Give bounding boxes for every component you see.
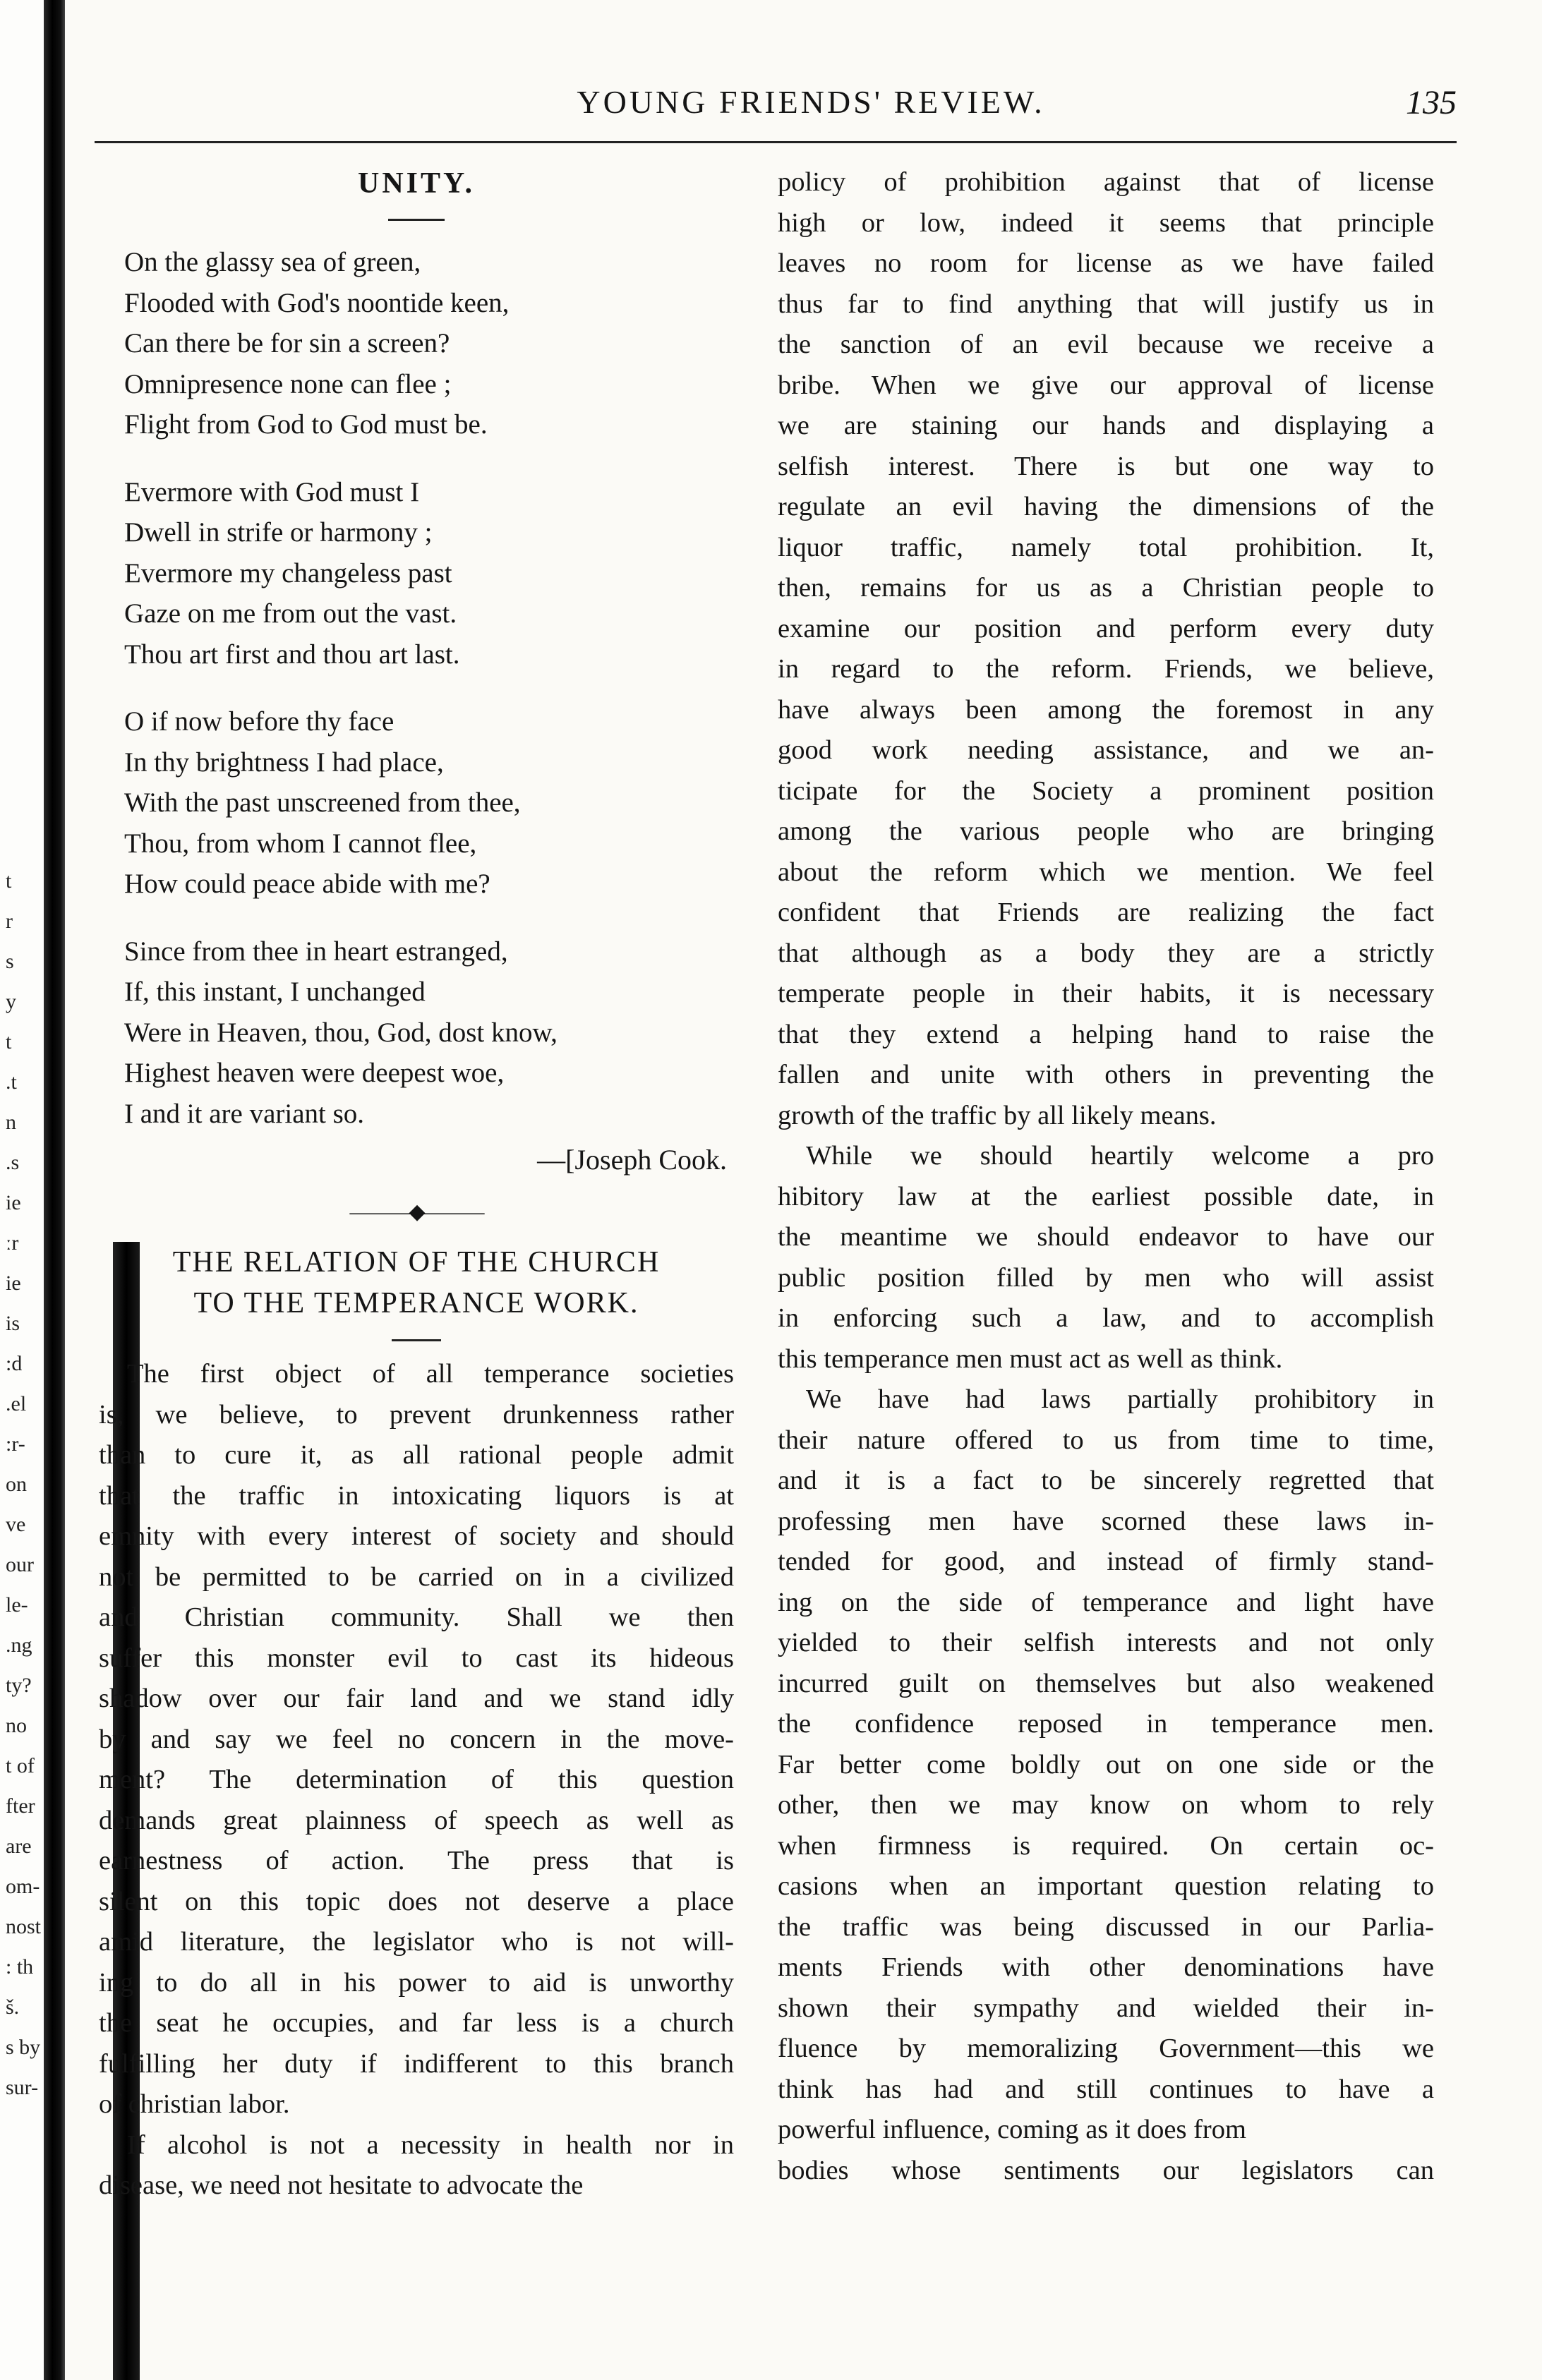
text-line: liquor traffic, namely total prohibition. It,: [778, 532, 1434, 562]
text-line: good work needing assistance, and we an-: [778, 735, 1434, 765]
text-line: hibitory law at the earliest possible date, in: [778, 1181, 1434, 1212]
text-line: silent on this topic does not deserve a place: [99, 1886, 734, 1916]
text-line: suffer this monster evil to cast its hideous: [99, 1643, 734, 1673]
text-line: think has had and still continues to have a: [778, 2074, 1434, 2104]
margin-fragment: .s: [6, 1151, 20, 1174]
margin-fragment: š.: [6, 1995, 20, 2019]
text-line: the confidence reposed in temperance men.: [778, 1709, 1434, 1739]
text-line: ing on the side of temperance and light have: [778, 1587, 1434, 1617]
text-line: fallen and unite with others in preventing the: [778, 1060, 1434, 1089]
text-line: bodies whose sentiments our legislators can: [778, 2155, 1434, 2185]
poem-stanza: [124, 701, 734, 905]
margin-fragment: .t: [6, 1070, 17, 1094]
text-line: bribe. When we give our approval of license: [778, 370, 1434, 400]
text-line: this temperance men must act as well as think.: [778, 1343, 1283, 1374]
poem-line: On the glassy sea of green,: [124, 247, 421, 277]
text-line: regulate an evil having the dimensions of the: [778, 492, 1434, 521]
margin-fragment: is: [6, 1312, 20, 1335]
text-line: the meantime we should endeavor to have our: [778, 1222, 1434, 1252]
text-line: growth of the traffic by all likely means.: [778, 1100, 1217, 1130]
margin-fragment: om-: [6, 1875, 40, 1898]
margin-fragment: ty?: [6, 1674, 32, 1697]
text-line: that the traffic in intoxicating liquors is at: [99, 1480, 734, 1511]
margin-fragment: nost: [6, 1915, 42, 1938]
poem-line: Since from thee in heart estranged,: [124, 936, 508, 967]
text-line: in enforcing such a law, and to accomplish: [778, 1303, 1434, 1333]
margin-fragment: no: [6, 1714, 27, 1737]
text-line: in regard to the reform. Friends, we believe,: [778, 654, 1434, 684]
text-line: the sanction of an evil because we receive a: [778, 330, 1434, 359]
margin-fragment: t: [6, 869, 12, 893]
article-title-line: THE RELATION OF THE CHURCH: [172, 1246, 661, 1279]
poem-line: How could peace abide with me?: [124, 869, 490, 899]
text-line: among the various people who are bringing: [778, 816, 1434, 846]
text-line: have always been among the foremost in any: [778, 694, 1434, 725]
text-line: tended for good, and instead of firmly stand-: [778, 1547, 1434, 1576]
binding-shadow: [44, 0, 65, 2380]
poem-line: Were in Heaven, thou, God, dost know,: [124, 1017, 558, 1048]
text-line: that although as a body they are a strictly: [778, 938, 1434, 968]
text-line: their nature offered to us from time to time,: [778, 1425, 1434, 1455]
right-column: [778, 162, 1434, 2191]
poem-line: With the past unscreened from thee,: [124, 787, 521, 818]
text-line: when firmness is required. On certain oc-: [778, 1830, 1434, 1861]
running-header: [95, 83, 1457, 148]
text-line: amid literature, the legislator who is not will-: [99, 1927, 734, 1957]
text-line: then, remains for us as a Christian people to: [778, 573, 1434, 603]
article-title-line: TO THE TEMPERANCE WORK.: [193, 1287, 639, 1319]
text-line: shadow over our fair land and we stand idly: [99, 1684, 734, 1713]
section-ornament: ———◆———: [349, 1200, 483, 1224]
poem-line: Evermore my changeless past: [124, 557, 452, 588]
text-line: not be permitted to be carried on in a civilized: [99, 1562, 734, 1592]
text-line: other, then we may know on whom to rely: [778, 1790, 1434, 1820]
text-line: confident that Friends are realizing the fact: [778, 898, 1434, 927]
poem-stanza: [124, 242, 734, 445]
header-rule: [95, 141, 1457, 143]
text-line: While we should heartily welcome a pro: [806, 1141, 1434, 1171]
text-line: yielded to their selfish interests and not only: [778, 1628, 1434, 1657]
text-line: the seat he occupies, and far less is a church: [99, 2008, 734, 2038]
margin-fragment: n: [6, 1111, 16, 1134]
article-text-left: [99, 1354, 734, 2206]
title-rule: [388, 219, 445, 221]
poem-stanza: [124, 931, 734, 1135]
text-line: casions when an important question relating to: [778, 1871, 1434, 1901]
text-line: disease, we need not hesitate to advocate the: [99, 2170, 584, 2200]
margin-fragment: .ng: [6, 1633, 32, 1657]
text-line: and it is a fact to be sincerely regretted that: [778, 1466, 1434, 1495]
margin-fragment: t: [6, 1030, 12, 1053]
margin-fragment: : th: [6, 1955, 34, 1979]
poem-line: Thou art first and thou art last.: [124, 639, 460, 670]
margin-fragment: s by: [6, 2036, 41, 2059]
text-line: fluence by memoralizing Government—this we: [778, 2034, 1434, 2063]
margin-fragment: y: [6, 990, 16, 1013]
poem-attribution: —[Joseph Cook.: [537, 1144, 727, 1176]
text-line: We have had laws partially prohibitory in: [806, 1384, 1434, 1414]
poem-line: Omnipresence none can flee ;: [124, 368, 452, 399]
poem-line: Gaze on me from out the vast.: [124, 598, 457, 629]
margin-fragment: ːr: [6, 1231, 19, 1255]
margin-fragment: ve: [6, 1513, 26, 1536]
poem-line: I and it are variant so.: [124, 1098, 365, 1129]
poem-line: Highest heaven were deepest woe,: [124, 1058, 505, 1088]
text-line: is, we believe, to prevent drunkenness rather: [99, 1399, 734, 1430]
text-line: The first object of all temperance societies: [127, 1359, 734, 1389]
text-line: selfish interest. There is but one way to: [778, 451, 1434, 481]
poem-line: Evermore with God must I: [124, 476, 420, 507]
margin-fragment: r: [6, 910, 13, 933]
text-line: that they extend a helping hand to raise the: [778, 1019, 1434, 1049]
poem-stanza: [124, 472, 734, 675]
margin-fragment: :d: [6, 1352, 23, 1375]
text-line: by and say we feel no concern in the move-: [99, 1724, 734, 1754]
text-line: public position filled by men who will assist: [778, 1262, 1434, 1293]
text-line: incurred guilt on themselves but also weakened: [778, 1668, 1434, 1698]
poem-line: Flooded with God's noontide keen,: [124, 287, 510, 318]
text-line: shown their sympathy and wielded their in-: [778, 1993, 1434, 2023]
text-line: we are staining our hands and displaying a: [778, 411, 1434, 440]
text-line: and Christian community. Shall we then: [99, 1602, 734, 1632]
margin-fragment: our: [6, 1553, 34, 1576]
poem-line: Dwell in strife or harmony ;: [124, 517, 433, 548]
poem-line: Flight from God to God must be.: [124, 409, 488, 440]
margin-fragment: .el: [6, 1392, 27, 1415]
article-rule: [392, 1339, 441, 1341]
poem-body: [99, 242, 734, 1134]
article-text-right: [778, 162, 1434, 2191]
text-line: leaves no room for license as we have failed: [778, 248, 1434, 278]
text-line: fulfilling her duty if indifferent to this branch: [99, 2048, 734, 2079]
text-line: ment? The determination of this question: [99, 1765, 734, 1794]
margin-fragment: ie: [6, 1191, 21, 1214]
text-line: of christian labor.: [99, 2089, 290, 2119]
text-line: If alcohol is not a necessity in health nor in: [127, 2130, 734, 2160]
text-line: policy of prohibition against that of license: [778, 167, 1434, 197]
poem-line: O if now before thy face: [124, 706, 394, 737]
margin-fragment: t of: [6, 1754, 35, 1777]
text-line: ticipate for the Society a prominent position: [778, 775, 1434, 806]
margin-fragment: are: [6, 1835, 32, 1858]
poem-title: UNITY.: [358, 167, 475, 200]
text-line: Far better come boldly out on one side or the: [778, 1749, 1434, 1780]
text-line: demands great plainness of speech as well as: [99, 1805, 734, 1835]
poem-line: Thou, from whom I cannot flee,: [124, 828, 477, 859]
text-line: emnity with every interest of society and should: [99, 1521, 734, 1551]
margin-fragment: ie: [6, 1271, 21, 1295]
poem-line: If, this instant, I unchanged: [124, 977, 426, 1007]
text-line: temperate people in their habits, it is necessary: [778, 979, 1434, 1008]
margin-fragment: sur-: [6, 2076, 39, 2099]
text-line: the traffic was being discussed in our Parlia-: [778, 1911, 1434, 1942]
margin-fragment: s: [6, 950, 14, 973]
page-number: 135: [1406, 84, 1457, 121]
margin-fragment: le-: [6, 1593, 28, 1617]
margin-fragment: fter: [6, 1794, 35, 1818]
text-line: high or low, indeed it seems that principle: [778, 207, 1434, 238]
text-line: thus far to find anything that will justify us in: [778, 289, 1434, 319]
text-line: ing to do all in his power to aid is unworthy: [99, 1967, 734, 1998]
margin-fragment: :r-: [6, 1432, 25, 1456]
poem-line: In thy brightness I had place,: [124, 747, 444, 778]
text-line: professing men have scorned these laws in-: [778, 1506, 1434, 1536]
journal-title: YOUNG FRIENDS' REVIEW.: [577, 84, 1045, 120]
margin-fragment: on: [6, 1473, 27, 1496]
text-line: than to cure it, as all rational people admit: [99, 1440, 734, 1470]
poem-line: Can there be for sin a screen?: [124, 328, 450, 358]
text-line: powerful influence, coming as it does from: [778, 2115, 1246, 2144]
article-title: [99, 1242, 734, 1324]
left-column: [99, 162, 734, 2206]
text-line: ments Friends with other denominations have: [778, 1952, 1434, 1982]
text-line: examine our position and perform every duty: [778, 613, 1434, 644]
text-line: earnestness of action. The press that is: [99, 1846, 734, 1875]
text-line: about the reform which we mention. We feel: [778, 857, 1434, 887]
